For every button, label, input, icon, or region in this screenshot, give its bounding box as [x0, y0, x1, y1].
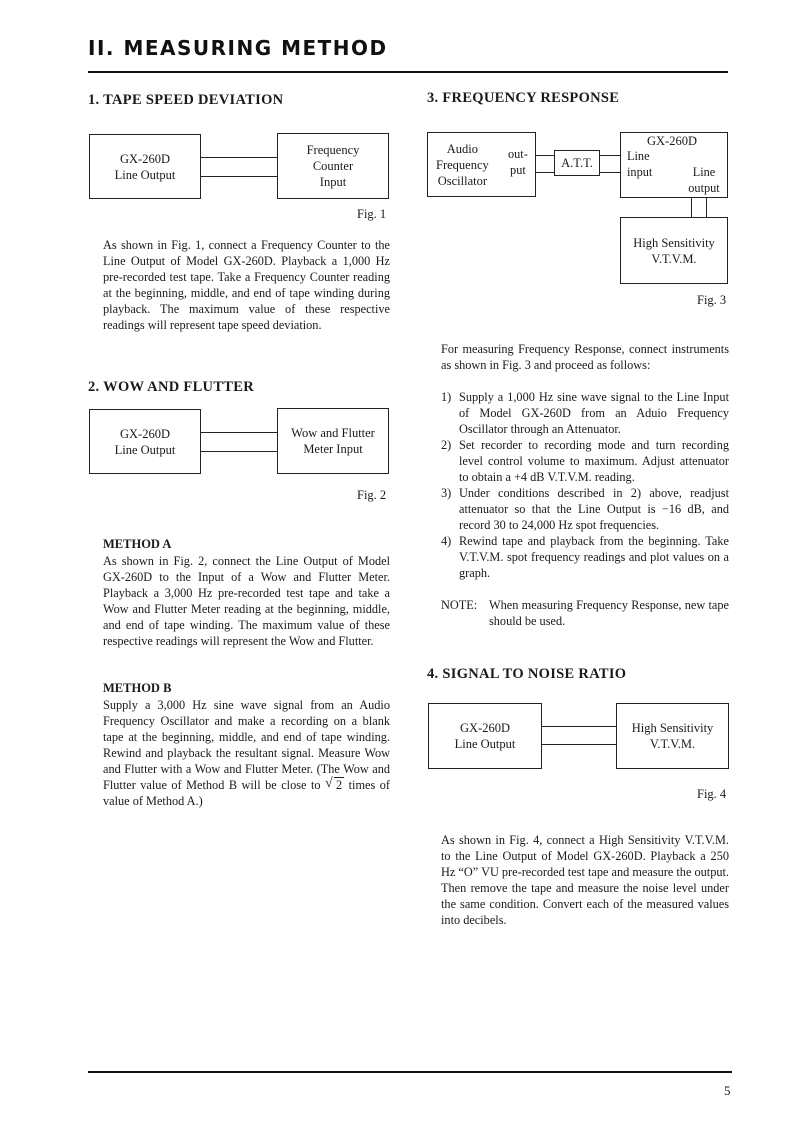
step-number: 2) — [441, 438, 452, 452]
sqrt-value: 2 — [336, 778, 343, 792]
step-text: Supply a 1,000 Hz sine wave signal to the Line Input of Model GX-260D from an Aduio Frequency Oscillator through an Attenuator. — [459, 390, 729, 436]
label-line: input — [627, 165, 653, 179]
label-line: Line — [692, 165, 716, 179]
port-line: out- — [508, 147, 528, 161]
label-line: Line — [627, 149, 650, 163]
box-line: Counter — [312, 159, 354, 173]
step-item — [441, 389, 729, 437]
box-line: V.T.V.M. — [649, 737, 696, 751]
high-sensitivity-vtvm-box — [616, 703, 729, 769]
audio-frequency-oscillator-box — [427, 132, 536, 197]
frequency-counter-box — [277, 133, 389, 199]
box-line: Line Output — [114, 167, 176, 182]
figure-1-label: Fig. 1 — [357, 207, 387, 221]
section-1-body: As shown in Fig. 1, connect a Frequency Counter to the Line Output of Model GX-260D. Playback a 1,000 Hz pre-recorded test tape. Take a Frequency Counter reading at the beginning, middle, and end of tape winding during playback. The maximum value of these respective readings will represent tape speed deviation. — [103, 238, 390, 332]
high-sensitivity-vtvm-box — [620, 217, 728, 284]
step-number: 1) — [441, 390, 452, 404]
step-text: Under conditions described in 2) above, readjust attenuator so that the Line Output is −16 dB, and record 30 to 24,000 Hz spot frequencies. — [459, 486, 729, 532]
section-heading-wow-flutter: 2. WOW AND FLUTTER — [88, 379, 255, 395]
note-block — [441, 597, 729, 629]
box-line: Input — [319, 175, 347, 189]
connection-wire — [600, 155, 620, 156]
box-line: GX-260D — [459, 721, 510, 735]
box-line: GX-260D — [119, 151, 170, 166]
box-line: High Sensitivity — [633, 235, 715, 250]
box-line: V.T.V.M. — [651, 251, 697, 266]
recorder-line-input-label — [627, 148, 652, 180]
gx260d-line-output-box — [428, 703, 542, 769]
step-item — [441, 533, 729, 581]
header-rule — [88, 71, 728, 73]
connection-wire — [542, 726, 616, 727]
step-number: 4) — [441, 534, 452, 548]
connection-wire — [201, 176, 277, 177]
connection-wire — [201, 157, 277, 158]
section-heading-frequency-response: 3. FREQUENCY RESPONSE — [427, 90, 620, 106]
attenuator-box: A.T.T. — [554, 150, 600, 176]
step-text: Rewind tape and playback from the beginning. Take V.T.V.M. spot frequency readings and plot values on a graph. — [459, 534, 729, 580]
page-title: II. MEASURING METHOD — [88, 36, 388, 60]
connection-wire — [201, 432, 277, 433]
section-4-body: As shown in Fig. 4, connect a High Sensitivity V.T.V.M. to the Line Output of Model GX-260D. Playback a 250 Hz “O” VU pre-recorded test tape and measure the output. Then remove the tape and measure the noise level under the same condition. Convert each of the measured values into decibels. — [441, 833, 729, 927]
connection-wire — [691, 198, 692, 217]
box-line: Meter Input — [303, 442, 363, 456]
oscillator-output-label — [508, 146, 528, 178]
box-line: Line Output — [454, 737, 516, 751]
step-text: Set recorder to recording mode and turn recording level control volume to maximum. Adjust attenuator to obtain a +4 dB V.T.V.M. reading. — [459, 438, 729, 484]
step-item — [441, 485, 729, 533]
recorder-line-output-label — [681, 164, 727, 196]
note-text: When measuring Frequency Response, new tape should be used. — [489, 598, 729, 628]
figure-3-label: Fig. 3 — [697, 293, 727, 307]
box-line: Line Output — [114, 442, 176, 457]
connection-wire — [201, 451, 277, 452]
page-number: 5 — [724, 1083, 731, 1098]
box-line: GX-260D — [119, 426, 170, 441]
gx260d-line-output-box — [89, 409, 201, 474]
port-line: put — [510, 163, 526, 177]
note-label: NOTE: — [441, 598, 478, 612]
box-line: Frequency — [436, 157, 489, 172]
wow-flutter-meter-box — [277, 408, 389, 474]
method-b-heading: METHOD B — [103, 681, 172, 695]
section-3-intro: For measuring Frequency Response, connect instruments as shown in Fig. 3 and proceed as follows: — [441, 342, 729, 372]
box-line: Audio — [446, 141, 478, 156]
connection-wire — [536, 155, 554, 156]
method-b-body — [103, 697, 390, 809]
connection-wire — [600, 172, 620, 173]
figure-4-label: Fig. 4 — [697, 787, 727, 801]
step-item — [441, 437, 729, 485]
connection-wire — [542, 744, 616, 745]
connection-wire — [706, 198, 707, 217]
square-root-symbol — [325, 777, 344, 793]
label-line: output — [688, 181, 720, 195]
method-a-body: As shown in Fig. 2, connect the Line Output of Model GX-260D to the Input of a Wow and Flutter Meter. Playback a 3,000 Hz pre-recorded test tape and take a Wow and Flutter Meter reading at the beginning, middle, and end of tape winding. The maximum value of these respective readings will represent the Wow and Flutter. — [103, 554, 390, 648]
recorder-title: GX-260D — [647, 134, 697, 148]
method-b-text: Supply a 3,000 Hz sine wave signal from an Audio Frequency Oscillator and make a recording on a blank tape at the beginning, middle, and end of tape winding. Rewind and playback the resultant signal. Measure Wow and Flutter with a Wow and Flutter Meter. (The Wow and Flutter value of Method B will be close to — [103, 698, 390, 792]
box-line: Wow and Flutter — [291, 426, 375, 440]
box-line: Oscillator — [437, 173, 488, 188]
box-line: High Sensitivity — [631, 721, 714, 735]
gx260d-recorder-box — [620, 132, 728, 198]
connection-wire — [536, 172, 554, 173]
gx260d-line-output-box — [89, 134, 201, 199]
box-line: Frequency — [306, 143, 360, 157]
footer-rule — [88, 1071, 732, 1073]
figure-2-label: Fig. 2 — [357, 488, 387, 502]
section-heading-signal-noise: 4. SIGNAL TO NOISE RATIO — [427, 666, 627, 682]
method-b-text-end: times of value of Method A.) — [103, 778, 391, 808]
radical-icon: √ — [325, 776, 333, 791]
section-heading-tape-speed: 1. TAPE SPEED DEVIATION — [88, 92, 284, 108]
step-number: 3) — [441, 486, 452, 500]
method-a-heading: METHOD A — [103, 537, 172, 551]
